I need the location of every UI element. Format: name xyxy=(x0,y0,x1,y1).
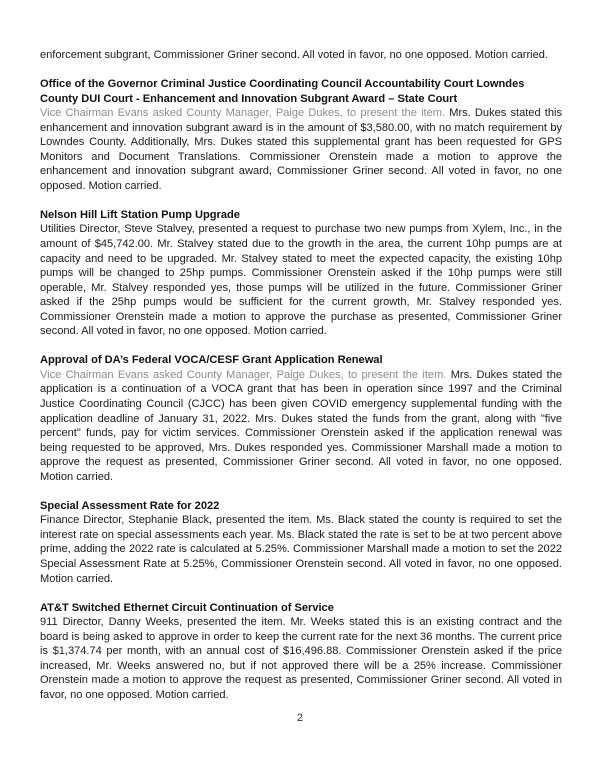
section-body-dui-court-subgrant xyxy=(40,106,562,193)
section-body-text: Mrs. Dukes stated the application is a continuation of a VOCA grant that has been in operation since 1997 and the Criminal Justice Coordinating Council (CJCC) has been given COVID emergency supplemental funding with the application deadline of January 31, 2022. Mrs. Dukes stated the funds from the grant, along with "five percent" funds, pay for victim services. Commissioner Orenstein asked if the application renewal was being requested to be approved, Mrs. Dukes responded yes. Commissioner Marshall made a motion to approve the request as presented, Commissioner Griner second. All voted in favor, no one opposed. Motion carried. xyxy=(40,368,562,483)
section-heading-att-ethernet-circuit: AT&T Switched Ethernet Circuit Continuation of Service xyxy=(40,601,334,614)
section-body-att-ethernet-circuit: 911 Director, Danny Weeks, presented the item. Mr. Weeks stated this is an existing contract and the board is being asked to approve in order to keep the current rate for the next 36 months. The current price is $1,374.74 per month, with an annual cost of $16,496.88. Commissioner Orenstein asked if the price increased, Mr. Weeks answered no, but if not approved there will be a 25% increase. Commissioner Orenstein made a motion to approve the request as presented, Commissioner Griner second. All voted in favor, no one opposed. Motion carried. xyxy=(40,616,562,701)
continued-paragraph: enforcement subgrant, Commissioner Griner second. All voted in favor, no one opposed. Motion carried. xyxy=(40,49,548,61)
faded-lead-in-text: Vice Chairman Evans asked County Manager, Paige Dukes, to present the item. xyxy=(40,368,447,381)
section-body-text: Mrs. Dukes stated this enhancement and innovation subgrant award is in the amount of $3,580.00, with no match requirement by Lowndes County. Additionally, Mrs. Dukes stated this supplemental grant has been requested for GPS Monitors and Document Translations. Commissioner Orenstein made a motion to approve the enhancement and innovation subgrant award, Commissioner Griner second. All voted in favor, no one opposed. Motion carried. xyxy=(40,107,562,192)
document-body xyxy=(40,48,562,702)
section-heading-nelson-hill-pump-upgrade: Nelson Hill Lift Station Pump Upgrade xyxy=(40,208,240,221)
section-spacer xyxy=(40,586,562,601)
section-spacer xyxy=(40,339,562,354)
page-number: 2 xyxy=(297,712,303,724)
section-heading-dui-court-subgrant: Office of the Governor Criminal Justice Coordinating Council Accountability Court Lowndes County DUI Court - Enhancement and Innovation Subgrant Award – State Court xyxy=(40,78,525,105)
section-spacer xyxy=(40,63,562,78)
section-heading-voca-cesf-grant-renewal: Approval of DA’s Federal VOCA/CESF Grant Application Renewal xyxy=(40,354,383,367)
section-spacer xyxy=(40,484,562,499)
faded-lead-in-text: Vice Chairman Evans asked County Manager, Paige Dukes, to present the item. xyxy=(40,107,446,120)
section-body-voca-cesf-grant-renewal xyxy=(40,368,562,484)
section-body-special-assessment-rate: Finance Director, Stephanie Black, presented the item. Ms. Black stated the county is required to set the interest rate on special assessments each year. Ms. Black stated the rate is set to be at two percent above prime, adding the 2022 rate is calculated at 5.25%. Commissioner Marshall made a motion to set the 2022 Special Assessment Rate at 5.25%, Commissioner Orenstein second. All voted in favor, no one opposed. Motion carried. xyxy=(40,514,562,585)
section-heading-special-assessment-rate: Special Assessment Rate for 2022 xyxy=(40,499,220,512)
section-spacer xyxy=(40,193,562,208)
section-body-nelson-hill-pump-upgrade: Utilities Director, Steve Stalvey, presented a request to purchase two new pumps from Xylem, Inc., in the amount of $45,742.00. Mr. Stalvey stated due to the growth in the area, the current 10hp pumps are at capacity and need to be upgraded. Mr. Stalvey stated to meet the expected capacity, the existing 10hp pumps will be changed to 25hp pumps. Commissioner Orenstein asked if the 10hp pumps were still operable, Mr. Stalvey responded yes, those pumps will be utilized in the future. Commissioner Griner asked if the 25hp pumps would be sufficient for the current growth, Mr. Stalvey responded yes. Commissioner Orenstein made a motion to approve the purchase as presented, Commissioner Griner second. All voted in favor, no one opposed. Motion carried. xyxy=(40,223,562,338)
